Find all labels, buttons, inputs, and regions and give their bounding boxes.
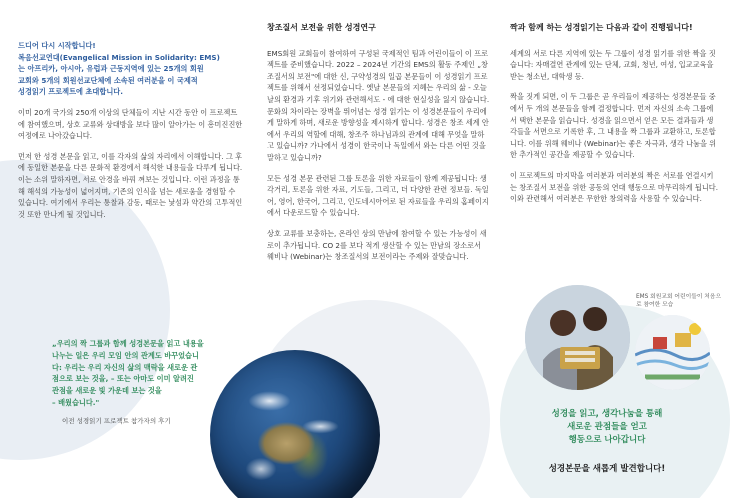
motto-line: 새로운 관점들을 얻고	[567, 422, 647, 432]
column-middle	[267, 22, 490, 272]
photo-caption: EMS 회원교회 어린이들이 처음으로 참여한 모습	[636, 294, 722, 308]
paragraph-team: EMS회원 교회들이 참여하여 구성된 국제적인 팀과 어린이들이 이 프로젝트를 준비했습니다. 2022 – 2024년 기간의 EMS의 활동 주제인 „창조질서의 보전"에 대한 신, 구약성경의 일곱 본문들이 이 성경읽기 프로젝트를 위해서 선정되었습니다. 옛날 본문들의 지혜는 우리의 삶 - 오늘 날의 환경과 기후 위기와 관련해서도 - 에 대한 현실성을 잃지 않습니다. 문화의 차이라는 장벽을 뛰어넘는 성경 읽기는 이 성경본문들이 우리에게 말하게 하며, 새로운 방향성을 제시하게 합니다. 성경은 창조 세계 안에서 우리의 역할에 대해, 창조주 하나님과의 관계에 대해 무엇을 말하고 있습니까? 가나에서 성경이 한국이나 독일에서 와는 다른 어떤 것을 말하고 있습니까?	[267, 48, 490, 162]
children-reading-illustration	[525, 285, 630, 390]
motto-line: 성경을 읽고, 생각나눔을 통해	[551, 409, 663, 419]
intro-line: 교회와 5개의 회원선교단체에 소속된 여러분을 이 국제적	[18, 75, 198, 85]
quote-line: 관점을 새로운 빛 가운데 보는 것을	[52, 386, 162, 396]
children-photo	[525, 285, 630, 390]
quote-line: 점으로 보는 것을, – 또는 아마도 이미 알려진	[52, 374, 194, 384]
quote-source: 이전 성경읽기 프로젝트 참가자의 후기	[62, 417, 171, 425]
paragraph-materials: 모든 성경 본문 관련된 그룹 토론을 위한 자료들이 함께 제공됩니다: 생각거리, 토론을 위한 자료, 기도들, 그리고, 더 다양한 관련 정보들. 독일어, 영어, 한국어, 그리고, 인도네시아어로 된 자료들을 우리의 홈페이지에서 다운로드할 수 있습니다.	[267, 173, 489, 218]
quote-line: 나누는 일은 우리 모임 안의 관계도 바꾸었습니	[52, 350, 199, 360]
drawing-photo	[635, 315, 710, 390]
intro-line: 복음선교연대(Evangelical Mission in Solidarity: EMS)	[18, 52, 220, 62]
children-drawing-illustration	[635, 315, 710, 390]
intro-line: 성경읽기 프로젝트에 초대합니다.	[18, 87, 123, 97]
paragraph-webinar: 상호 교류를 보충하는, 온라인 상의 만남에 참여할 수 있는 가능성이 새로이 추가됩니다. CO 2를 보다 적게 생산할 수 있는 만남의 장소로서 웨비나 (Webinar)는 창조질서의 보전이라는 주제와 잘맞습니다.	[267, 228, 487, 262]
column-right	[510, 22, 720, 214]
column-left	[18, 40, 243, 229]
paragraph-participation: 이미 20개 국가의 250개 이상의 단체들이 지난 시간 동안 이 프로젝트에 참여했으며, 상호 교류와 상대방을 보다 많이 알아가는 이 흥미진진한 여정에로 나아갔습니다.	[18, 107, 243, 141]
closing-slogan: 성경본문을 새롭게 발견합니다!	[548, 464, 666, 474]
paragraph-pairing: 세계의 서로 다른 지역에 있는 두 그룹이 성경 읽기를 위한 짝을 짓습니다: 자매결연 관계에 있는 단체, 교회, 청년, 여성, 입교교육을 받는 청소년, 대학생 등.	[510, 48, 716, 81]
paragraph-action: 이 프로젝트의 마지막을 여러분과 여러분의 짝은 서로를 연결시키는 창조질서 보전을 위한 공동의 연대 행동으로 마무리하게 됩니다. 이와 관련해서 여러분은 무한한 창의력을 사용할 수 있습니다.	[510, 170, 719, 204]
intro-line: 는 아프리카, 아시아, 유럽과 근동지역에 있는 25개의 회원	[18, 64, 204, 74]
intro-line: 드디어 다시 시작합니다!	[18, 41, 96, 50]
section-heading-creation: 창조질서 보전을 위한 성경연구	[267, 23, 376, 32]
motto-line: 행동으로 나아갑니다	[568, 435, 646, 445]
paragraph-method: 먼저 한 성경 본문을 읽고, 이를 각자의 삶의 자리에서 이해합니다. 그 후에 동일한 본문을 다른 문화적 환경에서 해석한 내용들을 다루게 됩니다. 이는 소위 말하자면, 서로 안경을 바꿔 껴보는 것입니다. 이런 과정을 통해 해석의 가능성이 넓어지며, 기존의 인식을 넘는 새로움을 경험할 수 있습니다. 여기에서 우리는 통찰과 감동, 때로는 낯섬과 약간의 고투적인 것 또한 만나게 될 것입니다.	[18, 151, 243, 219]
motto-text	[512, 408, 702, 447]
intro-paragraph	[18, 40, 243, 98]
paragraph-reading: 짝을 짓게 되면, 이 두 그룹은 곧 우리들이 제공하는 성경본문들 중에서 두 개의 본문들을 함께 결정합니다. 먼저 자신의 소속 그룹에서 택한 본문을 읽습니다. 성경을 읽으면서 얻은 모든 결과들과 생각들을 서면으로 기록한 후, 그 내용을 짝 그룹과 교환하고, 토론합니다. 이를 위해 웨비나 (Webinar)는 좋은 자극과, 생각 나눔을 위한 추가적인 공간을 제공할 수 있습니다.	[510, 92, 717, 160]
quote-line: – 배웠습니다."	[52, 397, 100, 407]
section-heading-process: 짝과 함께 하는 성경읽기는 다음과 같이 진행됩니다!	[510, 23, 693, 32]
quote-line: „우리의 짝 그룹과 함께 성경본문을 읽고 내용을	[52, 339, 204, 348]
quote-line: 다: 우리는 우리 자신의 삶의 맥락을 새로운 관	[52, 362, 198, 372]
